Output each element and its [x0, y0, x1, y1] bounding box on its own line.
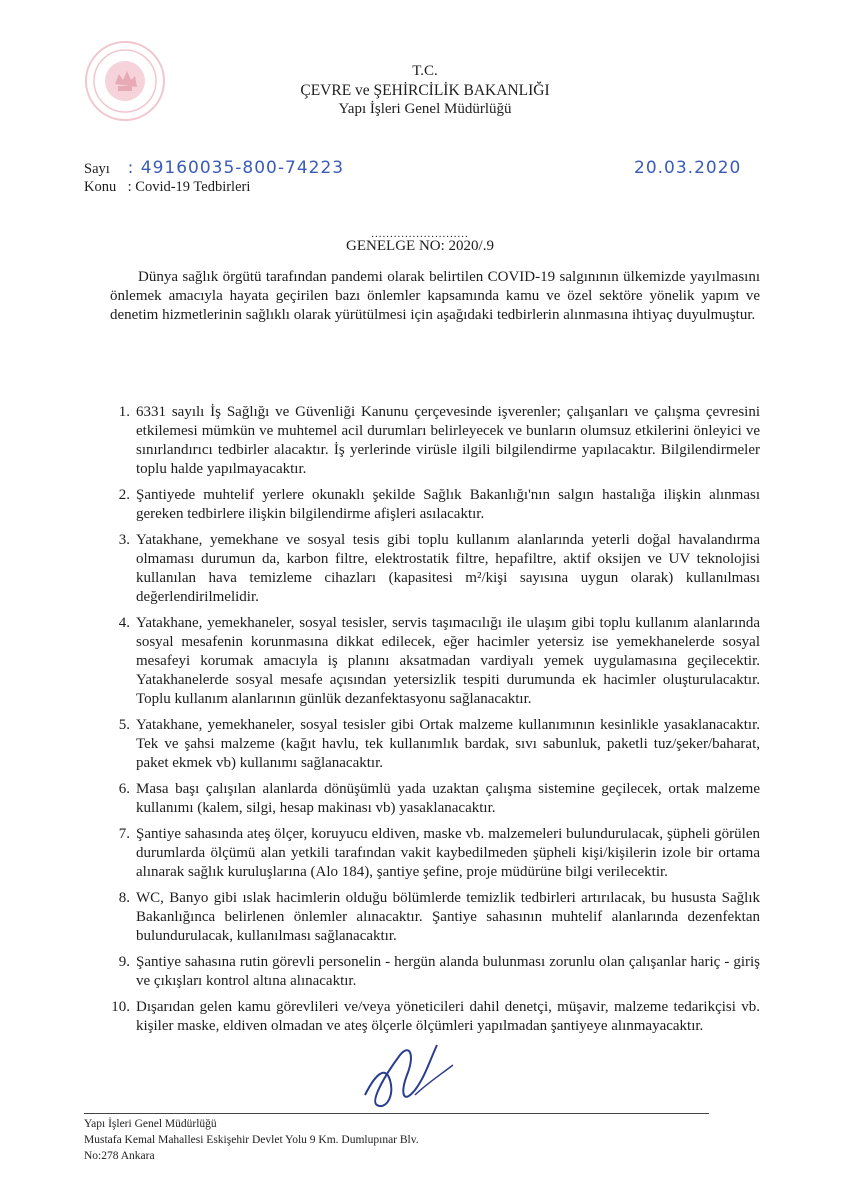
- list-item: [110, 486, 760, 524]
- item-text: Yatakhane, yemekhaneler, sosyal tesisler, servis taşımacılığı ile ulaşım gibi toplu kullanım alanlarında sosyal mesafenin korunmasına dikkat edilecek, eğer hacimler yetersiz ise yemekhanelerde sosyal mesafeyi korumak amacıyla iş planını aksatmadan vardiyalı yemek uygulamasına geçilecektir. Yatakhanelerde sosyal mesafe açısından yetersizlik tespiti durumunda ek hacimler oluşturulacaktır. Toplu kullanım alanlarının günlük dezanfektasyonu sağlanacaktır.: [136, 615, 760, 707]
- genelge-dots: ..........................: [371, 228, 469, 240]
- genelge-title: GENELGE NO: 2020/.9: [346, 238, 494, 254]
- item-text: Masa başı çalışılan alanlarda dönüşümlü yada uzaktan çalışma sistemine geçilecek, ortak malzeme kullanımı (kalem, silgi, hesap makinası vb) yasaklanacaktır.: [136, 781, 760, 816]
- item-text: Şantiyede muhtelif yerlere okunaklı şekilde Sağlık Bakanlığı'nın salgın hastalığa ilişkin alınması gereken tedbirlere ilişkin bilgilendirme afişleri asılacaktır.: [136, 487, 760, 522]
- ministry-name: ÇEVRE ve ŞEHİRCİLİK BAKANLIĞI: [300, 82, 550, 99]
- konu-label: Konu: [84, 179, 117, 195]
- sayi-value: : 49160035-800-74223: [127, 158, 345, 178]
- list-item: [110, 716, 760, 773]
- item-text: Şantiye sahasında ateş ölçer, koruyucu eldiven, maske vb. malzemeleri bulundurulacak, şüpheli görülen durumlarda ölçümü alan yetkili tarafından vakit kaybedilmeden şüpheli kişi/kişilerin izole bir ortama alınarak sağlık kuruluşlarına (Alo 184), şantiye şefine, proje müdürüne bilgi verilecektir.: [136, 826, 760, 880]
- directorate-name: Yapı İşleri Genel Müdürlüğü: [338, 101, 512, 117]
- item-number: 2.: [118, 487, 130, 503]
- item-number: 9.: [118, 954, 130, 970]
- item-text: Yatakhane, yemekhane ve sosyal tesis gibi toplu kullanım alanlarında yeterli doğal havalandırma olmaması durumun da, karbon filtre, elektrostatik filtre, hepafiltre, aktif oksijen ve UV teknolojisi kullanılan hava temizleme cihazları (kapasitesi m²/kişi sayısına uygun olarak) kullanılması değerlendirilmelidir.: [136, 532, 760, 605]
- footer-divider: [84, 1113, 709, 1114]
- list-item: [110, 998, 760, 1036]
- list-item: [110, 889, 760, 946]
- header-tc: T.C.: [412, 63, 438, 79]
- intro-paragraph: Dünya sağlık örgütü tarafından pandemi olarak belirtilen COVID-19 salgınının ülkemizde yayılmasını önlemek amacıyla hayata geçirilen bazı önlemler kapsamında kamu ve özel sektöre yönelik yapım ve denetim hizmetlerinin sağlıklı olarak yürütülmesi için aşağıdaki tedbirlerin alınmasına ihtiyaç duyulmuştur.: [110, 269, 760, 323]
- list-item: [110, 531, 760, 607]
- footer-address: [84, 1116, 419, 1164]
- item-number: 5.: [118, 717, 130, 733]
- list-item: [110, 614, 760, 709]
- footer-directorate: Yapı İşleri Genel Müdürlüğü: [84, 1118, 217, 1130]
- item-text: Dışarıdan gelen kamu görevlileri ve/veya yöneticileri dahil denetçi, müşavir, malzeme tedarikçisi vb. kişiler maske, eldiven olmadan ve ateş ölçerle ölçümleri yapılmadan şantiyeye alınmayacaktır.: [136, 999, 760, 1034]
- item-number: 7.: [118, 826, 130, 842]
- item-text: WC, Banyo gibi ıslak hacimlerin olduğu bölümlerde temizlik tedbirleri artırılacak, bu hususta Sağlık Bakanlığınca belirlenen önlemler alınacaktır. Şantiye sahasının muhtelif alanlarında dezenfektan bulundurulacak, kullanılması sağlanacaktır.: [136, 890, 760, 944]
- sayi-row: [84, 159, 344, 178]
- date-handwritten: 20.03.2020: [634, 158, 742, 178]
- footer-city: No:278 Ankara: [84, 1150, 155, 1162]
- list-item: [110, 780, 760, 818]
- sayi-label: Sayı: [84, 161, 110, 177]
- ministry-seal-icon: [84, 40, 166, 122]
- item-number: 3.: [118, 532, 130, 548]
- item-text: Şantiye sahasına rutin görevli personelin - hergün alanda bulunması zorunlu olan çalışanlar hariç - giriş ve çıkışları kontrol altına alınacaktır.: [136, 954, 760, 989]
- list-item: [110, 403, 760, 479]
- item-number: 8.: [118, 890, 130, 906]
- konu-value: : Covid-19 Tedbirleri: [127, 179, 251, 195]
- item-number: 10.: [111, 999, 130, 1015]
- genelge-block: [300, 230, 540, 255]
- measures-list: [110, 403, 760, 1043]
- konu-row: [84, 178, 250, 196]
- item-text: Yatakhane, yemekhaneler, sosyal tesisler gibi Ortak malzeme kullanımının kesinlikle yasaklanacaktır. Tek ve şahsi malzeme (kağıt havlu, tek kullanımlık bardak, sıvı sabunluk, paketli tuz/şeker/baharat, paket ekmek vb) kullanımı sağlanacaktır.: [136, 717, 760, 771]
- item-text: 6331 sayılı İş Sağlığı ve Güvenliği Kanunu çerçevesinde işverenler; çalışanları ve çalışma çevresini etkilemesi mümkün ve muhtemel acil durumları belirleyecek ve bunların olumsuz etkilerini önleyici ve sınırlandırıcı tedbirler alacaktır. İş yerlerinde virüsle ilgili bilgilendirme yapılacaktır. Bilgilendirmeler toplu halde yapılmayacaktır.: [136, 404, 760, 477]
- list-item: [110, 825, 760, 882]
- footer-street: Mustafa Kemal Mahallesi Eskişehir Devlet Yolu 9 Km. Dumlupınar Blv.: [84, 1134, 419, 1146]
- list-item: [110, 953, 760, 991]
- item-number: 4.: [118, 615, 130, 631]
- item-number: 6.: [118, 781, 130, 797]
- item-number: 1.: [118, 404, 130, 420]
